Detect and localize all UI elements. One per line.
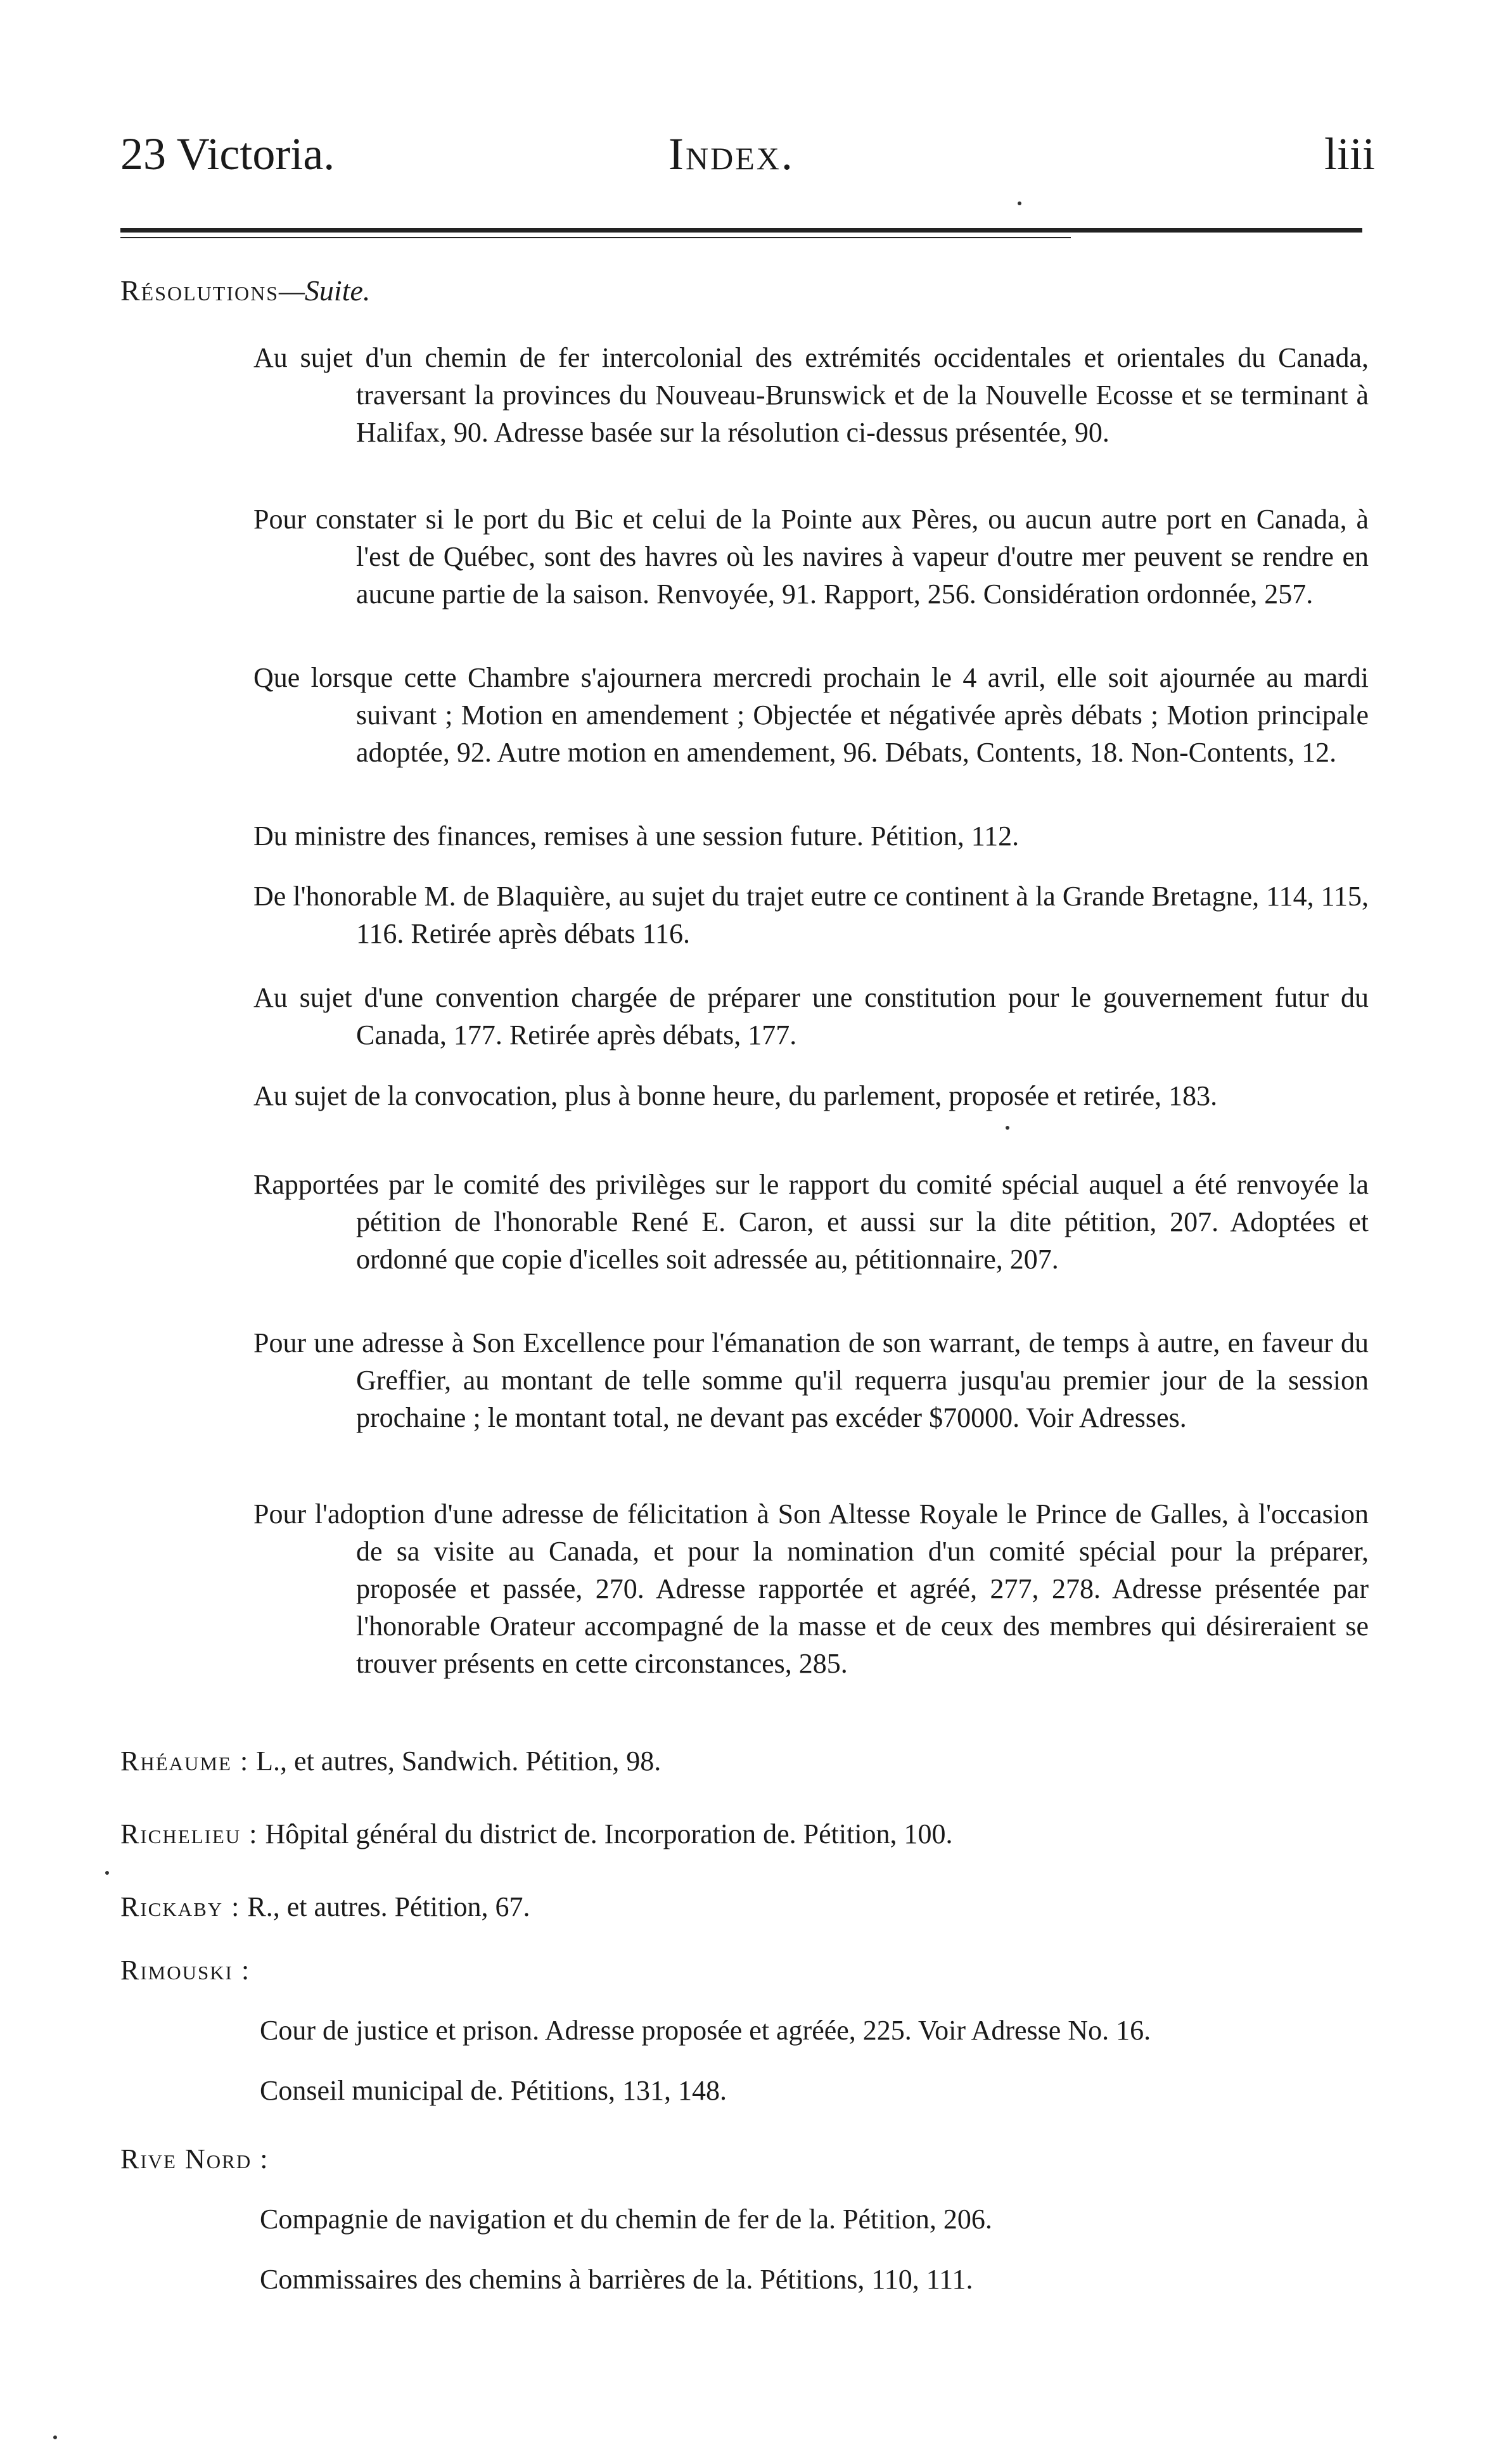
entry-rickaby <box>120 1888 1375 1925</box>
entry-text: R., et autres. Pétition, 67. <box>247 1891 530 1922</box>
entry-rimouski <box>120 1951 1375 1989</box>
sub-entry: Compagnie de navigation et du chemin de fer de la. Pétition, 206. <box>260 2204 992 2235</box>
entry-rheaume <box>120 1742 1375 1780</box>
section-heading <box>120 274 370 307</box>
page-header <box>120 125 1375 182</box>
entry-name: Rimouski : <box>120 1955 251 1986</box>
header-volume: 23 Victoria. <box>120 129 335 179</box>
index-entry: Que lorsque cette Chambre s'ajournera mercredi prochain le 4 avril, elle soit ajournée au mardi suivant ; Motion en amendement ; Objectée et négativée après débats ; Motion principale adoptée, 92. Autre motion en amendement, 96. Débats, Contents, 18. Non-Contents, 12. <box>253 662 1369 768</box>
header-rule-thin <box>120 237 1071 238</box>
entry-text: L., et autres, Sandwich. Pétition, 98. <box>256 1746 662 1777</box>
entry-name: Rive Nord : <box>120 2143 269 2174</box>
index-entry: Au sujet d'une convention chargée de préparer une constitution pour le gouvernement futur du Canada, 177. Retirée après débats, 177. <box>253 982 1369 1050</box>
index-entry: De l'honorable M. de Blaquière, au sujet du trajet eutre ce continent à la Grande Bretagne, 114, 115, 116. Retirée après débats 116. <box>253 881 1369 949</box>
index-entry: Pour une adresse à Son Excellence pour l'émanation de son warrant, de temps à autre, en faveur du Greffier, au montant de telle somme qu'il requerra jusqu'au premier jour de la session prochaine ; le montant total, ne devant pas excéder $70000. Voir Adresses. <box>253 1327 1369 1433</box>
index-entry: Rapportées par le comité des privilèges sur le rapport du comité spécial auquel a été renvoyée la pétition de l'honorable René E. Caron, et aussi sur la dite pétition, 207. Adoptées et ordonné que copie d'icelles soit adressée au, pétitionnaire, 207. <box>253 1169 1369 1275</box>
index-entry: Au sujet de la convocation, plus à bonne heure, du parlement, proposée et retirée, 183. <box>253 1080 1218 1111</box>
index-entry: Pour l'adoption d'une adresse de félicitation à Son Altesse Royale le Prince de Galles, à l'occasion de sa visite au Canada, et pour la nomination d'un comité spécial pour la préparer, proposée et passée, 270. Adresse rapportée et agréé, 277, 278. Adresse présentée par l'honorable Orateur accompagné de la masse et de ceux des membres qui désireraient se trouver présents en cette circonstances, 285. <box>253 1498 1369 1679</box>
sub-entry: Commissaires des chemins à barrières de la. Pétitions, 110, 111. <box>260 2264 973 2295</box>
entry-name: Rickaby : <box>120 1891 241 1922</box>
entry-text: Hôpital général du district de. Incorporation de. Pétition, 100. <box>265 1818 953 1849</box>
entry-name: Rhéaume : <box>120 1746 250 1777</box>
header-title: Index. <box>668 129 795 179</box>
index-entry: Au sujet d'un chemin de fer intercolonial des extrémités occidentales et orientales du Canada, traversant la provinces du Nouveau-Brunswick et de la Nouvelle Ecosse et se terminant à Halifax, 90. Adresse basée sur la résolution ci-dessus présentée, 90. <box>253 342 1369 448</box>
print-speck <box>1018 201 1021 205</box>
print-speck <box>53 2435 57 2439</box>
section-suffix: —Suite. <box>279 274 371 307</box>
sub-entry: Conseil municipal de. Pétitions, 131, 148. <box>260 2075 727 2106</box>
section-title: Résolutions <box>120 274 279 307</box>
print-speck <box>105 1871 109 1875</box>
index-entry: Du ministre des finances, remises à une session future. Pétition, 112. <box>253 820 1020 852</box>
entry-name: Richelieu : <box>120 1818 259 1849</box>
index-entry: Pour constater si le port du Bic et celui de la Pointe aux Pères, ou aucun autre port en Canada, à l'est de Québec, sont des havres où les navires à vapeur d'outre mer peuvent se rendre en aucune partie de la saison. Renvoyée, 91. Rapport, 256. Considération ordonnée, 257. <box>253 504 1369 610</box>
header-rule <box>120 228 1362 233</box>
header-page-number: liii <box>1324 129 1375 179</box>
entry-rive-nord <box>120 2140 1375 2178</box>
print-speck <box>1006 1126 1009 1130</box>
entry-richelieu <box>120 1815 1375 1853</box>
sub-entry: Cour de justice et prison. Adresse proposée et agréée, 225. Voir Adresse No. 16. <box>260 2015 1151 2046</box>
